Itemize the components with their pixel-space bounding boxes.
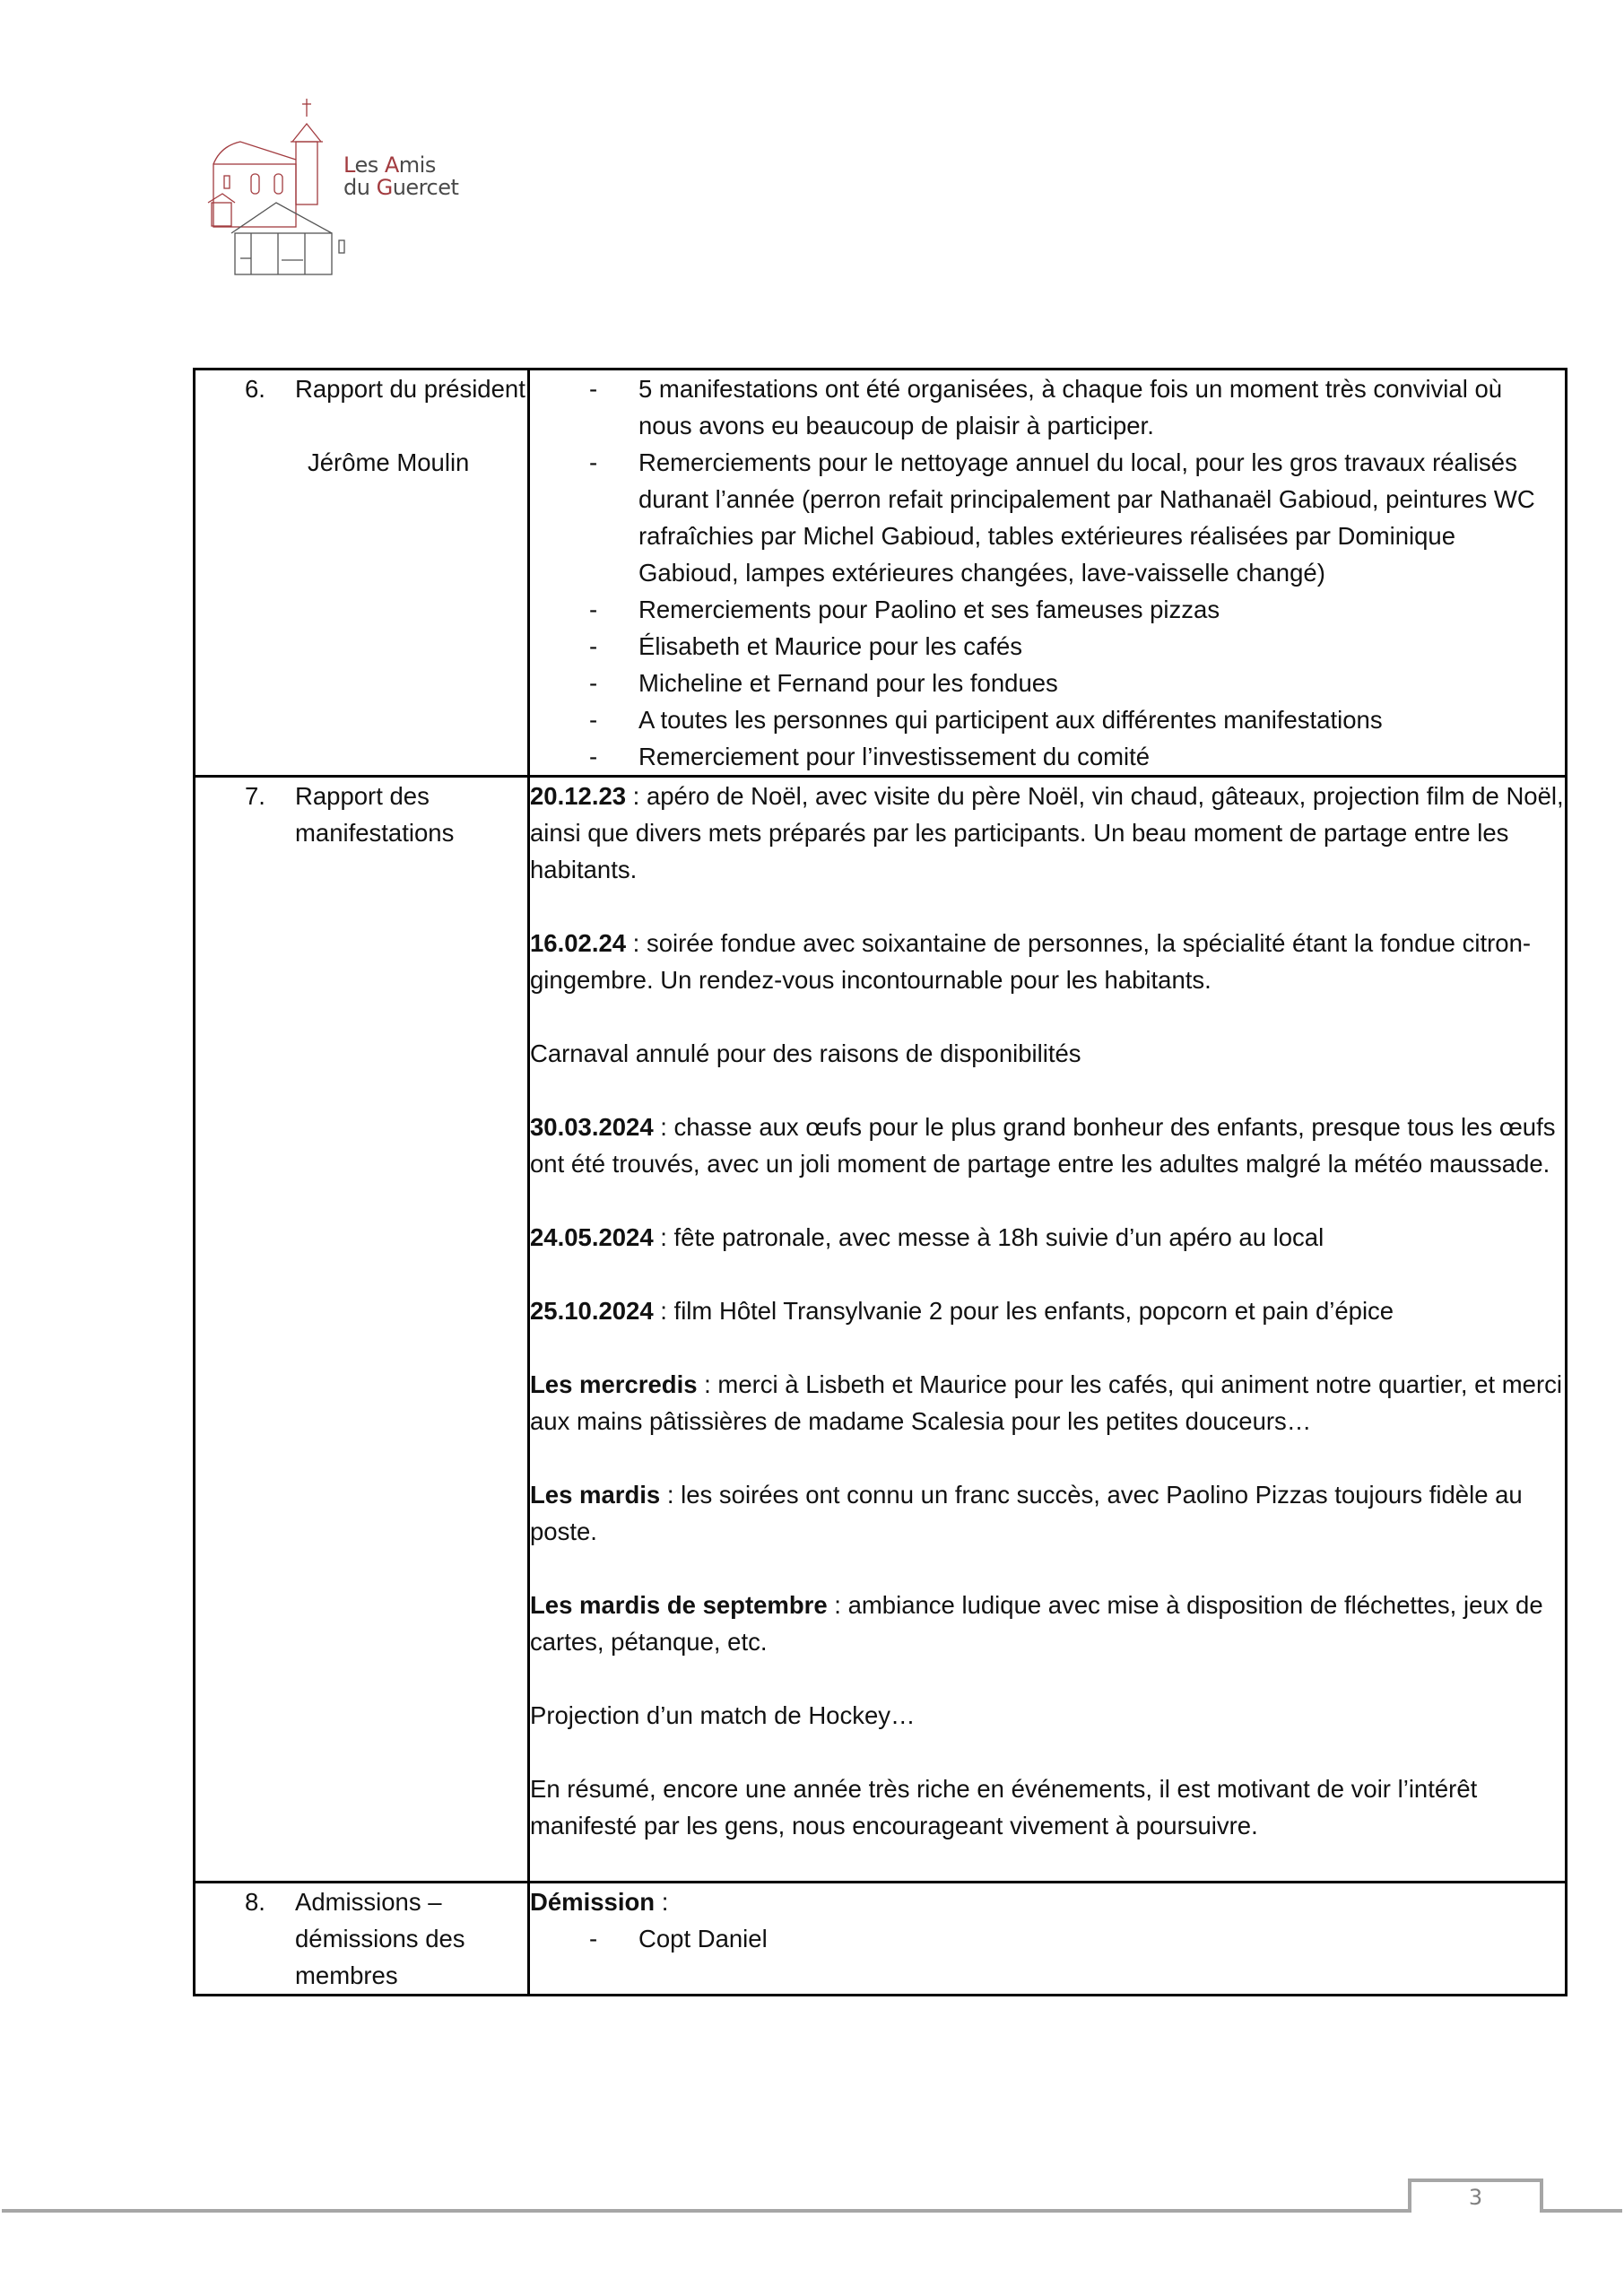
agenda-content-cell	[529, 1883, 1567, 1996]
item-number: 6.	[245, 375, 265, 403]
event-description: : apéro de Noël, avec visite du père Noël, vin chaud, gâteaux, projection film de Noël, ainsi que divers mets préparés par les participants. Un beau moment de partage entre les habitants.	[530, 782, 1564, 883]
logo-text-part: uercet	[392, 175, 459, 200]
footer-rule	[1540, 2209, 1622, 2213]
event-paragraph	[530, 1035, 1565, 1072]
dash-bullet: -	[589, 1925, 598, 1952]
list-item-text: A toutes les personnes qui participent aux différentes manifestations	[638, 706, 1383, 734]
event-paragraph	[530, 1109, 1565, 1182]
logo-letter: L	[343, 152, 355, 178]
agenda-item-cell	[195, 777, 529, 1883]
event-paragraph	[530, 1587, 1565, 1660]
church-building-icon	[204, 97, 348, 276]
footer-rule	[2, 2209, 1408, 2213]
list-item-text: Remerciements pour le nettoyage annuel du local, pour les gros travaux réalisés durant l’année (perron refait principalement par Nathanaël Gabioud, peintures WC rafraîchies par Michel Gabioud, tables extérieures réalisées par Dominique Gabioud, lampes extérieures changées, lave-vaisselle changé)	[638, 448, 1535, 587]
event-description: : les soirées ont connu un franc succès, avec Paolino Pizzas toujours fidèle au poste.	[530, 1481, 1523, 1545]
dash-bullet: -	[589, 448, 598, 476]
agenda-item-cell	[195, 370, 529, 777]
agenda-content-cell	[529, 777, 1567, 1883]
event-label: Les mardis de septembre	[530, 1591, 828, 1619]
list-item-text: Élisabeth et Maurice pour les cafés	[638, 632, 1022, 660]
dash-bullet: -	[589, 706, 598, 734]
member-name: Copt Daniel	[638, 1925, 768, 1952]
summary-paragraph	[530, 1770, 1565, 1844]
event-paragraph	[530, 925, 1565, 998]
event-date: 30.03.2024	[530, 1113, 654, 1141]
event-paragraph	[530, 1476, 1565, 1550]
dash-bullet: -	[589, 375, 598, 403]
event-description: : chasse aux œufs pour le plus grand bonheur des enfants, presque tous les œufs ont été trouvés, avec un joli moment de partage entre les adultes malgré la météo maussade.	[530, 1113, 1556, 1178]
event-date: 16.02.24	[530, 929, 627, 957]
resignation-list	[530, 1920, 1565, 1957]
logo-letter: A	[384, 152, 399, 178]
logo-letter: G	[376, 175, 393, 200]
dash-bullet: -	[589, 596, 598, 623]
logo-text-part: du	[343, 175, 377, 200]
dash-bullet: -	[589, 669, 598, 697]
list-item	[530, 738, 1565, 775]
event-paragraph	[530, 1366, 1565, 1439]
resignation-label: Démission	[530, 1888, 656, 1916]
page-number: 3	[1408, 2179, 1543, 2213]
agenda-table	[193, 368, 1568, 1996]
agenda-row-membership	[195, 1883, 1567, 1996]
list-item-text: Remerciement pour l’investissement du comité	[638, 743, 1151, 770]
dash-bullet: -	[589, 743, 598, 770]
event-label: Les mercredis	[530, 1370, 698, 1398]
event-description: : merci à Lisbeth et Maurice pour les cafés, qui animent notre quartier, et merci aux mains pâtissières de madame Scalesia pour les petites douceurs…	[530, 1370, 1562, 1435]
list-item	[530, 370, 1565, 444]
association-logo	[204, 97, 500, 276]
event-description: Projection d’un match de Hockey…	[530, 1701, 916, 1729]
list-item	[530, 701, 1565, 738]
item-title: Rapport des manifestations	[295, 782, 455, 847]
logo-text-part: mis	[398, 152, 436, 178]
list-item	[530, 628, 1565, 665]
agenda-item-cell	[195, 1883, 529, 1996]
agenda-content-cell	[529, 370, 1567, 777]
event-paragraph	[530, 1219, 1565, 1256]
event-date: 25.10.2024	[530, 1297, 654, 1325]
event-label: Les mardis	[530, 1481, 661, 1509]
agenda-row-events-report	[195, 777, 1567, 1883]
list-item	[530, 444, 1565, 591]
list-item	[530, 1920, 1565, 1957]
item-title: Rapport du président	[295, 375, 525, 403]
bullet-list	[530, 370, 1565, 775]
event-description: Carnaval annulé pour des raisons de disponibilités	[530, 1039, 1081, 1067]
logo-text-part: es	[354, 152, 385, 178]
heading-suffix: :	[655, 1888, 669, 1916]
list-item-text: 5 manifestations ont été organisées, à chaque fois un moment très convivial où nous avons eu beaucoup de plaisir à participer.	[638, 375, 1503, 439]
item-number: 8.	[245, 1888, 265, 1916]
event-paragraph	[530, 778, 1565, 888]
event-paragraph	[530, 1292, 1565, 1329]
list-item	[530, 591, 1565, 628]
agenda-row-president-report	[195, 370, 1567, 777]
item-number: 7.	[245, 782, 265, 810]
item-title: Admissions – démissions des membres	[295, 1888, 465, 1989]
event-paragraph	[530, 1697, 1565, 1734]
event-description: : soirée fondue avec soixantaine de personnes, la spécialité étant la fondue citron-gingembre. Un rendez-vous incontournable pour les habitants.	[530, 929, 1532, 994]
list-item-text: Remerciements pour Paolino et ses fameuses pizzas	[638, 596, 1220, 623]
logo-wordmark	[343, 154, 458, 199]
event-date: 20.12.23	[530, 782, 627, 810]
event-description: : film Hôtel Transylvanie 2 pour les enfants, popcorn et pain d’épice	[653, 1297, 1394, 1325]
list-item	[530, 665, 1565, 701]
event-description: : ambiance ludique avec mise à disposition de fléchettes, jeux de cartes, pétanque, etc.	[530, 1591, 1543, 1656]
dash-bullet: -	[589, 632, 598, 660]
summary-text: En résumé, encore une année très riche en événements, il est motivant de voir l’intérêt manifesté par les gens, nous encourageant vivement à poursuivre.	[530, 1775, 1478, 1839]
resignation-heading	[530, 1883, 1565, 1920]
presenter-name: Jérôme Moulin	[308, 448, 470, 476]
list-item-text: Micheline et Fernand pour les fondues	[638, 669, 1058, 697]
event-date: 24.05.2024	[530, 1223, 654, 1251]
event-description: : fête patronale, avec messe à 18h suivie d’un apéro au local	[653, 1223, 1324, 1251]
